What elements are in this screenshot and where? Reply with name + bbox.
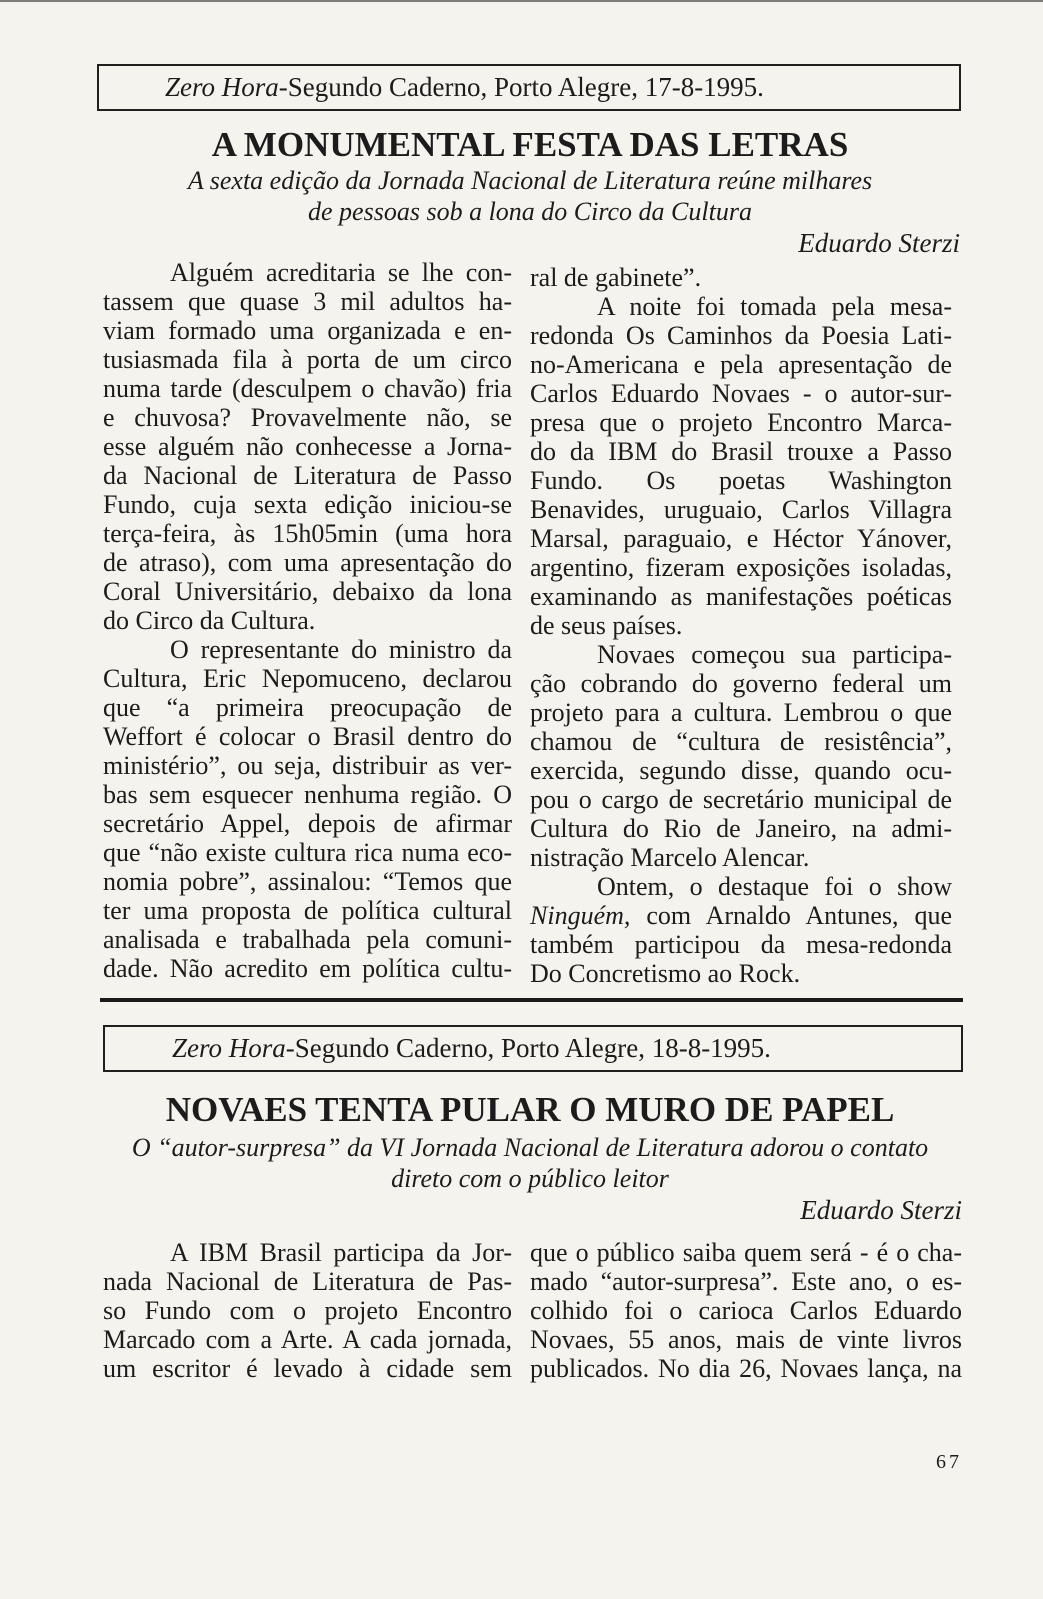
- body-line: Weffort é colocar o Brasil dentro do: [103, 722, 512, 751]
- left-column: [103, 258, 512, 983]
- source-details: -Segundo Caderno, Porto Alegre, 18-8-1995.: [285, 1033, 771, 1063]
- body-line: tusiasmada fila à porta de um circo: [103, 345, 512, 374]
- body-line: projeto para a cultura. Lembrou o que: [530, 698, 952, 727]
- page-number: 67: [936, 1451, 962, 1473]
- body-line: Ontem, o destaque foi o show: [597, 872, 952, 901]
- body-line: Fundo. Os poetas Washington: [530, 466, 952, 495]
- deck-line: direto com o público leitor: [391, 1164, 669, 1193]
- body-line: exercida, segundo disse, quando ocu-: [530, 756, 952, 785]
- body-line: nada Nacional de Literatura de Pas-: [103, 1267, 512, 1296]
- body-line: bas sem esquecer nenhuma região. O: [103, 780, 512, 809]
- body-line: Carlos Eduardo Novaes - o autor-sur-: [530, 379, 952, 408]
- publication-name: Zero Hora: [172, 1033, 286, 1063]
- body-line: do da IBM do Brasil trouxe a Passo: [530, 437, 952, 466]
- body-line: do Circo da Cultura.: [103, 606, 316, 635]
- body-line: dade. Não acredito em política cultu-: [103, 954, 512, 983]
- deck: [97, 1132, 963, 1194]
- body-line: nomia pobre”, assinalou: “Temos que: [103, 867, 512, 896]
- byline: Eduardo Sterzi: [800, 1195, 962, 1225]
- source-details: -Segundo Caderno, Porto Alegre, 17-8-1995.: [278, 72, 764, 102]
- deck-line: de pessoas sob a lona do Circo da Cultura: [308, 197, 752, 226]
- body-line: um escritor é levado à cidade sem: [103, 1354, 512, 1383]
- body-line: ministério”, ou seja, distribuir as ver-: [103, 751, 512, 780]
- body-line: presa que o projeto Encontro Marca-: [530, 408, 952, 437]
- body-line: Cultura, Eric Nepomuceno, declarou: [103, 664, 512, 693]
- body-line: e chuvosa? Provavelmente não, se: [103, 403, 512, 432]
- body-line: Novaes, 55 anos, mais de vinte livros: [530, 1325, 962, 1354]
- body-line: ção cobrando do governo federal um: [530, 669, 952, 698]
- body-line: Cultura do Rio de Janeiro, na admi-: [530, 814, 952, 843]
- body-line: [530, 901, 952, 930]
- body-line: que “a primeira preocupação de: [103, 693, 512, 722]
- article: [0, 1010, 1043, 1599]
- body-line: ral de gabinete”.: [530, 263, 702, 292]
- deck-line: A sexta edição da Jornada Nacional de Literatura reúne milhares: [187, 166, 873, 195]
- body-line: esse alguém não conhecesse a Jorna-: [103, 432, 512, 461]
- byline: Eduardo Sterzi: [798, 228, 960, 258]
- right-column: [530, 1238, 962, 1383]
- right-column: [530, 263, 952, 988]
- body-line: numa tarde (desculpem o chavão) fria: [103, 374, 512, 403]
- show-title: Ninguém,: [530, 901, 631, 930]
- left-column: [103, 1238, 512, 1383]
- body-line-text: com Arnaldo Antunes, que: [646, 901, 952, 930]
- body-line: ter uma proposta de política cultural: [103, 896, 512, 925]
- body-line: Benavides, uruguaio, Carlos Villagra: [530, 495, 952, 524]
- headline: NOVAES TENTA PULAR O MURO DE PAPEL: [165, 1090, 895, 1129]
- body-line: Fundo, cuja sexta edição iniciou-se: [103, 490, 512, 519]
- body-line: Marsal, paraguaio, e Héctor Yánover,: [530, 524, 952, 553]
- body-line: redonda Os Caminhos da Poesia Lati-: [530, 321, 952, 350]
- body-line: O representante do ministro da: [170, 635, 512, 664]
- deck: [97, 165, 963, 227]
- body-line: Marcado com a Arte. A cada jornada,: [103, 1325, 512, 1354]
- body-line: da Nacional de Literatura de Passo: [103, 461, 512, 490]
- body-line: terça-feira, às 15h05min (uma hora: [103, 519, 512, 548]
- headline: A MONUMENTAL FESTA DAS LETRAS: [211, 125, 849, 164]
- body-line: analisada e trabalhada pela comuni-: [103, 925, 512, 954]
- body-line: Novaes começou sua participa-: [597, 640, 952, 669]
- body-line: publicados. No dia 26, Novaes lança, na: [530, 1354, 962, 1383]
- body-line: de atraso), com uma apresentação do: [103, 548, 512, 577]
- body-line: no-Americana e pela apresentação de: [530, 350, 952, 379]
- publication-name: Zero Hora: [165, 72, 279, 102]
- body-line: tassem que quase 3 mil adultos ha-: [103, 287, 512, 316]
- section-divider: [100, 998, 963, 1002]
- body-line: examinando as manifestações poéticas: [530, 582, 952, 611]
- body-line: viam formado uma organizada e en-: [103, 316, 512, 345]
- deck-line: O “autor-surpresa” da VI Jornada Nacional de Literatura adorou o contato: [131, 1133, 929, 1162]
- body-line: A IBM Brasil participa da Jor-: [170, 1238, 512, 1267]
- source-citation: [97, 64, 961, 111]
- body-line: argentino, fizeram exposições isoladas,: [530, 553, 952, 582]
- body-line: Alguém acreditaria se lhe con-: [170, 258, 512, 287]
- body-line: colhido foi o carioca Carlos Eduardo: [530, 1296, 962, 1325]
- body-line: A noite foi tomada pela mesa-: [597, 292, 952, 321]
- body-line: de seus países.: [530, 611, 683, 640]
- body-line: também participou da mesa-redonda: [530, 930, 952, 959]
- source-citation: [103, 1025, 963, 1072]
- body-line: chamou de “cultura de resistência”,: [530, 727, 952, 756]
- body-line: Do Concretismo ao Rock.: [530, 959, 801, 988]
- body-line: que o público saiba quem será - é o cha-: [530, 1238, 962, 1267]
- body-line: pou o cargo de secretário municipal de: [530, 785, 952, 814]
- body-line: mado “autor-surpresa”. Este ano, o es-: [530, 1267, 962, 1296]
- body-line: secretário Appel, depois de afirmar: [103, 809, 512, 838]
- body-line: Coral Universitário, debaixo da lona: [103, 577, 512, 606]
- body-line: nistração Marcelo Alencar.: [530, 843, 810, 872]
- body-line: so Fundo com o projeto Encontro: [103, 1296, 512, 1325]
- body-line: que “não existe cultura rica numa eco-: [103, 838, 512, 867]
